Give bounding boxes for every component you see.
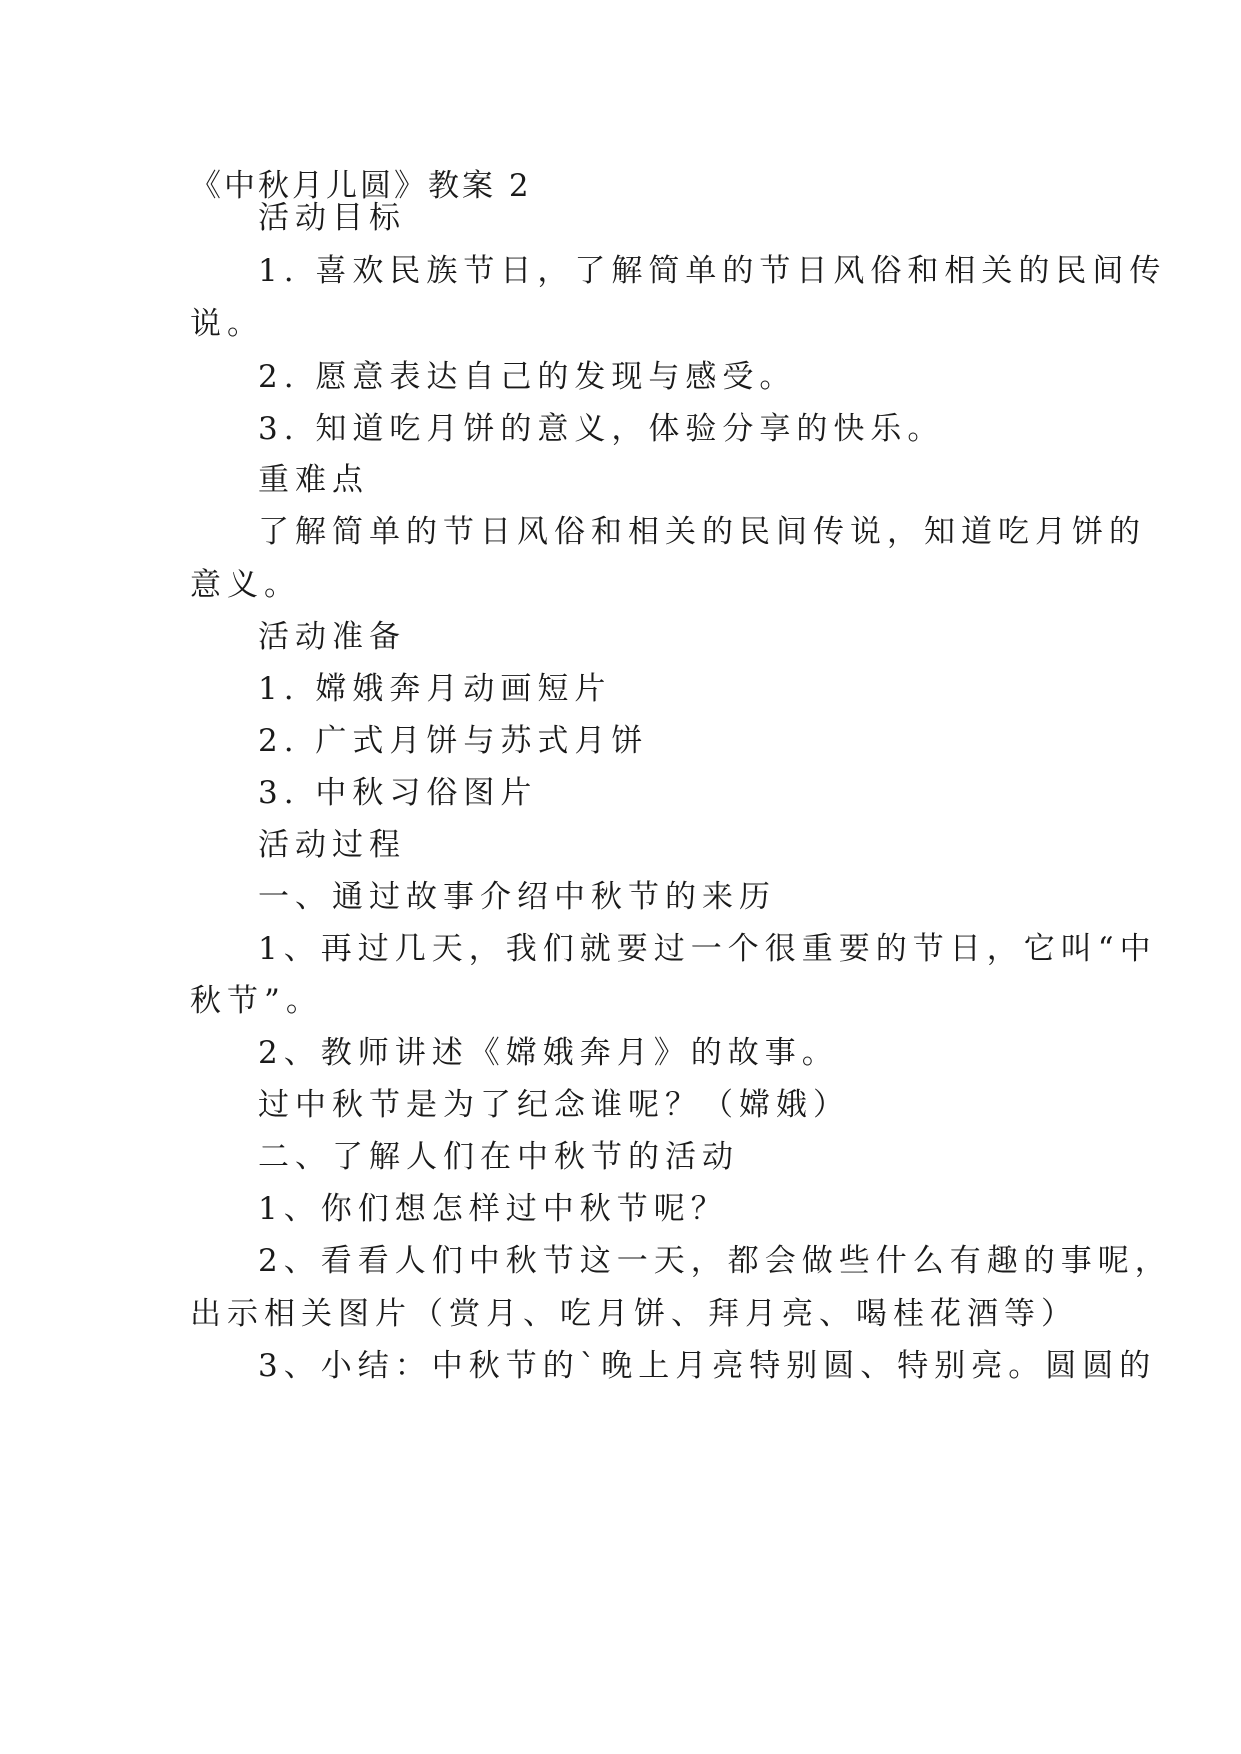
paragraph-line: 2. 愿意表达自己的发现与感受。 bbox=[258, 359, 797, 395]
paragraph-line: 出示相关图片（赏月、吃月饼、拜月亮、喝桂花酒等） bbox=[190, 1296, 1078, 1332]
paragraph-line: 意义。 bbox=[190, 567, 301, 603]
paragraph-line: 1、再过几天，我们就要过一个很重要的节日，它叫“中 bbox=[258, 931, 1157, 967]
document-title: 《中秋月儿圆》教案 2 bbox=[190, 168, 532, 204]
paragraph-line: 1. 喜欢民族节日，了解简单的节日风俗和相关的民间传 bbox=[258, 253, 1167, 289]
paragraph-line: 过中秋节是为了纪念谁呢？（嫦娥） bbox=[258, 1087, 850, 1123]
paragraph-line: 2、教师讲述《嫦娥奔月》的故事。 bbox=[258, 1035, 839, 1071]
paragraph-line: 了解简单的节日风俗和相关的民间传说，知道吃月饼的 bbox=[258, 514, 1146, 550]
paragraph-line: 3. 中秋习俗图片 bbox=[258, 775, 538, 811]
paragraph-line: 秋节”。 bbox=[190, 983, 323, 1019]
paragraph-line: 说。 bbox=[190, 306, 264, 342]
paragraph-line: 一、通过故事介绍中秋节的来历 bbox=[258, 879, 776, 915]
paragraph-line: 3、小结：中秋节的`晚上月亮特别圆、特别亮。圆圆的 bbox=[258, 1348, 1157, 1384]
paragraph-line: 1、你们想怎样过中秋节呢？ bbox=[258, 1191, 728, 1227]
paragraph-line: 2、看看人们中秋节这一天，都会做些什么有趣的事呢， bbox=[258, 1243, 1172, 1279]
section-heading-preparation: 活动准备 bbox=[258, 619, 406, 655]
section-heading-key-points: 重难点 bbox=[258, 462, 369, 498]
paragraph-line: 2. 广式月饼与苏式月饼 bbox=[258, 723, 649, 759]
section-heading-goals: 活动目标 bbox=[258, 200, 406, 236]
paragraph-line: 3. 知道吃月饼的意义，体验分享的快乐。 bbox=[258, 411, 945, 447]
section-heading-process: 活动过程 bbox=[258, 827, 406, 863]
paragraph-line: 1. 嫦娥奔月动画短片 bbox=[258, 671, 612, 707]
paragraph-line: 二、了解人们在中秋节的活动 bbox=[258, 1139, 739, 1175]
